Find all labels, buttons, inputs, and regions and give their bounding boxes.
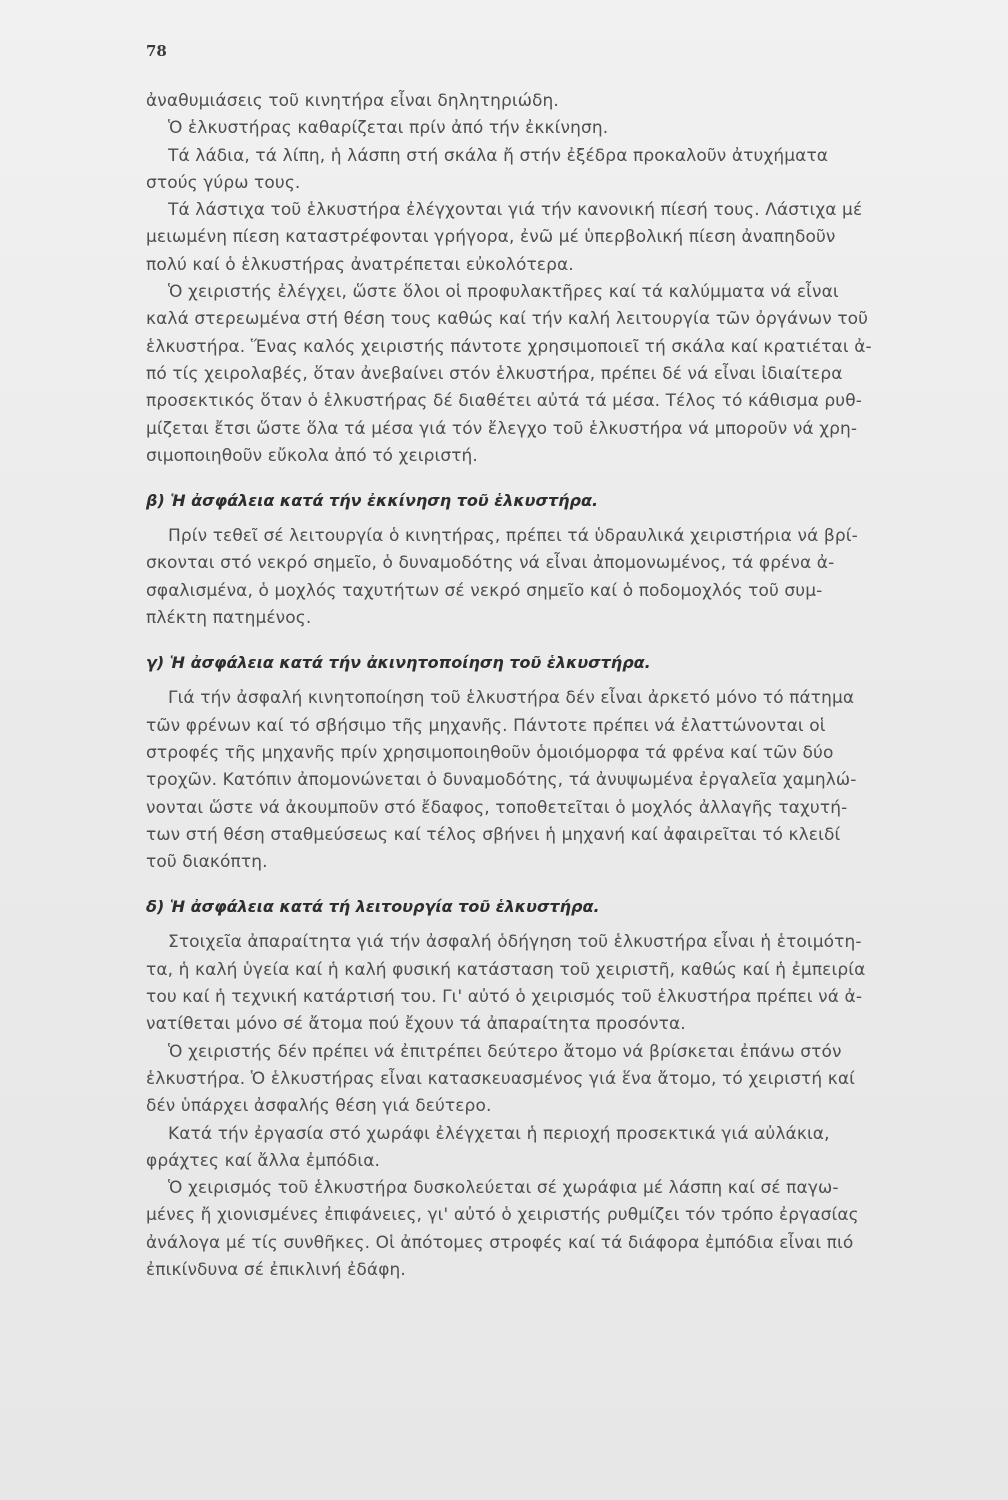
text-line: τοῦ διακόπτη. <box>146 852 268 873</box>
text-column <box>146 88 976 1284</box>
text-line: σκονται στό νεκρό σημεῖο, ὁ δυναμοδότης νά εἶναι ἀπομονωμένος, τά φρένα ἀ- <box>146 553 835 574</box>
text-line: δέν ὑπάρχει ἀσφαλής θέση γιά δεύτερο. <box>146 1096 492 1117</box>
text-line: ἑλκυστήρα. Ὁ ἑλκυστήρας εἶναι κατασκευασμένος γιά ἕνα ἄτομο, τό χειριστή καί <box>146 1068 856 1089</box>
text-line: Τά λάδια, τά λίπη, ἡ λάσπη στή σκάλα ἤ στήν ἐξέδρα προκαλοῦν ἀτυχήματα <box>168 145 829 166</box>
text-line: πλέκτη πατημένος. <box>146 608 312 629</box>
text-line: πό τίς χειρολαβές, ὅταν ἀνεβαίνει στόν ἑλκυστήρα, πρέπει δέ νά εἶναι ἰδιαίτερα <box>146 363 843 384</box>
text-line: Στοιχεῖα ἀπαραίτητα γιά τήν ἀσφαλή ὁδήγηση τοῦ ἑλκυστήρα εἶναι ἡ ἑτοιμότη- <box>168 932 862 953</box>
text-line: φράχτες καί ἄλλα ἐμπόδια. <box>146 1150 381 1171</box>
section-heading: γ) Ἡ ἀσφάλεια κατά τήν ἀκινητοποίηση τοῦ ἑλκυστήρα. <box>146 653 651 673</box>
text-line: Ὁ χειρισμός τοῦ ἑλκυστήρα δυσκολεύεται σέ χωράφια μέ λάσπη καί σέ παγω- <box>168 1178 839 1199</box>
text-line: μένες ἤ χιονισμένες ἐπιφάνειες, γι' αὐτό ὁ χειριστής ρυθμίζει τόν τρόπο ἐργασίας <box>146 1205 859 1226</box>
text-line: Τά λάστιχα τοῦ ἑλκυστήρα ἐλέγχονται γιά τήν κανονική πίεσή τους. Λάστιχα μέ <box>168 200 863 221</box>
section-heading: β) Ἡ ἀσφάλεια κατά τήν ἐκκίνηση τοῦ ἑλκυστήρα. <box>146 491 599 511</box>
page-number: 78 <box>146 42 167 60</box>
text-line: Κατά τήν ἐργασία στό χωράφι ἐλέγχεται ἡ περιοχή προσεκτικά γιά αὐλάκια, <box>168 1123 830 1144</box>
text-line: σφαλισμένα, ὁ μοχλός ταχυτήτων σέ νεκρό σημεῖο καί ὁ ποδομοχλός τοῦ συμ- <box>146 580 823 601</box>
text-line: νατίθεται μόνο σέ ἄτομα πού ἔχουν τά ἀπαραίτητα προσόντα. <box>146 1014 686 1035</box>
text-line: καλά στερεωμένα στή θέση τους καθώς καί τήν καλή λειτουργία τῶν ὀργάνων τοῦ <box>146 309 869 330</box>
text-line: του καί ἡ τεχνική κατάρτισή του. Γι' αὐτό ὁ χειρισμός τοῦ ἑλκυστήρα πρέπει νά ἀ- <box>146 987 863 1008</box>
text-line: νονται ὥστε νά ἀκουμποῦν στό ἔδαφος, τοποθετεῖται ὁ μοχλός ἀλλαγῆς ταχυτή- <box>146 797 848 818</box>
text-line: των στή θέση σταθμεύσεως καί τέλος σβήνει ἡ μηχανή καί ἀφαιρεῖται τό κλειδί <box>146 824 841 845</box>
text-line: στούς γύρω τους. <box>146 172 301 193</box>
text-line: Ὁ ἑλκυστήρας καθαρίζεται πρίν ἀπό τήν ἐκκίνηση. <box>168 118 609 139</box>
section-heading: δ) Ἡ ἀσφάλεια κατά τή λειτουργία τοῦ ἑλκυστήρα. <box>146 897 600 917</box>
text-line: μίζεται ἔτσι ὥστε ὅλα τά μέσα γιά τόν ἔλεγχο τοῦ ἑλκυστήρα νά μποροῦν νά χρη- <box>146 418 858 439</box>
text-line: Ὁ χειριστής δέν πρέπει νά ἐπιτρέπει δεύτερο ἄτομο νά βρίσκεται ἐπάνω στόν <box>168 1041 842 1062</box>
text-line: Γιά τήν ἀσφαλή κινητοποίηση τοῦ ἑλκυστήρα δέν εἶναι ἀρκετό μόνο τό πάτημα <box>168 688 855 709</box>
text-line: Ὁ χειριστής ἐλέγχει, ὥστε ὅλοι οἱ προφυλακτῆρες καί τά καλύμματα νά εἶναι <box>168 282 839 303</box>
text-line: πολύ καί ὁ ἑλκυστήρας ἀνατρέπεται εὐκολότερα. <box>146 254 574 275</box>
text-line: ἀναθυμιάσεις τοῦ κινητήρα εἶναι δηλητηριώδη. <box>146 91 559 111</box>
text-line: ἀνάλογα μέ τίς συνθῆκες. Οἱ ἀπότομες στροφές καί τά διάφορα ἐμπόδια εἶναι πιό <box>146 1232 854 1253</box>
text-line: τροχῶν. Κατόπιν ἀπομονώνεται ὁ δυναμοδότης, τά ἀνυψωμένα ἐργαλεῖα χαμηλώ- <box>146 770 857 791</box>
text-line: μειωμένη πίεση καταστρέφονται γρήγορα, ἐνῶ μέ ὑπερβολική πίεση ἀναπηδοῦν <box>146 227 836 248</box>
text-line: ἑλκυστήρα. Ἕνας καλός χειριστής πάντοτε χρησιμοποιεῖ τή σκάλα καί κρατιέται ἀ- <box>146 336 872 357</box>
text-line: τῶν φρένων καί τό σβήσιμο τῆς μηχανῆς. Πάντοτε πρέπει νά ἐλαττώνονται οἱ <box>146 715 826 736</box>
text-line: προσεκτικός ὅταν ὁ ἑλκυστήρας δέ διαθέτει αὐτά τά μέσα. Τέλος τό κάθισμα ρυθ- <box>146 391 862 412</box>
text-line: Πρίν τεθεῖ σέ λειτουργία ὁ κινητήρας, πρέπει τά ὑδραυλικά χειριστήρια νά βρί- <box>168 526 858 547</box>
text-line: ἐπικίνδυνα σέ ἐπικλινή ἐδάφη. <box>146 1259 406 1280</box>
text-line: στροφές τῆς μηχανῆς πρίν χρησιμοποιηθοῦν ὁμοιόμορφα τά φρένα καί τῶν δύο <box>146 742 834 763</box>
text-line: τα, ἡ καλή ὑγεία καί ἡ καλή φυσική κατάσταση τοῦ χειριστῆ, καθώς καί ἡ ἐμπειρία <box>146 959 866 980</box>
text-line: σιμοποιηθοῦν εὔκολα ἀπό τό χειριστή. <box>146 445 478 466</box>
